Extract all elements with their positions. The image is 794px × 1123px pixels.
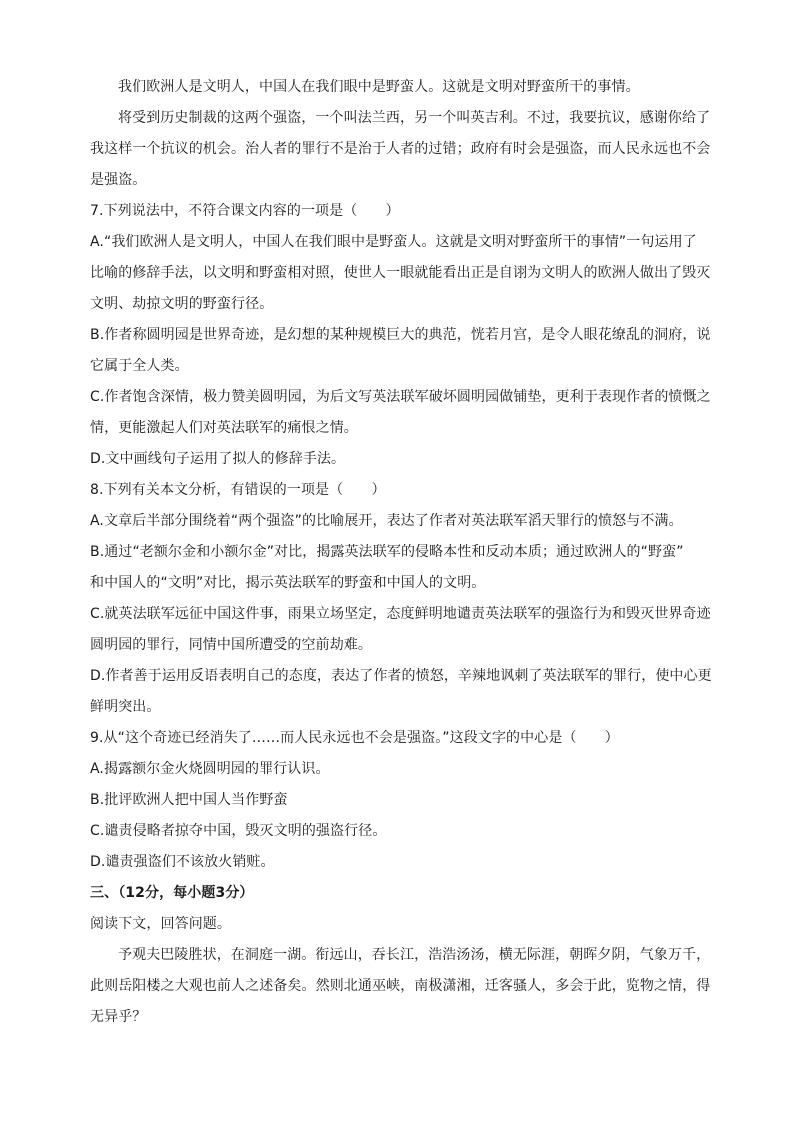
q7-option-d: D.文中画线句子运用了拟人的修辞手法。: [90, 451, 346, 467]
passage-line: 此则岳阳楼之大观也前人之述备矣。然则北通巫峡，南极潇湘，迁客骚人，多会于此，览物之情，得: [90, 978, 711, 994]
section-3-heading: 三、（12分，每小题3分）: [90, 885, 254, 901]
q9-option-a: A.揭露额尔金火烧圆明园的罪行认识。: [90, 761, 330, 777]
q8-option-b: 和中国人的“文明”对比，揭示英法联军的野蛮和中国人的文明。: [90, 575, 486, 591]
passage-line: 我们欧洲人是文明人，中国人在我们眼中是野蛮人。这就是文明对野蛮所干的事情。: [118, 79, 640, 95]
q7-option-b: B.作者称圆明园是世界奇迹，是幻想的某种规模巨大的典范，恍若月宫，是令人眼花缭乱的洞府，说: [90, 327, 711, 343]
q8-option-c: C.就英法联军远征中国这件事，雨果立场坚定，态度鲜明地谴责英法联军的强盗行为和毁灭世界奇迹: [90, 606, 711, 622]
q8-option-d: 鲜明突出。: [90, 699, 161, 715]
q7-option-c: 情，更能激起人们对英法联军的痛恨之情。: [90, 420, 358, 436]
q9-option-b: B.批评欧洲人把中国人当作野蛮: [90, 792, 288, 808]
section-3-instruction: 阅读下文，回答问题。: [90, 916, 231, 932]
question-8-stem: 8.下列有关本文分析，有错误的一项是（ ）: [90, 482, 386, 498]
q9-option-c: C.谴责侵略者掠夺中国，毁灭文明的强盗行径。: [90, 823, 387, 839]
q8-option-c: 圆明园的罪行，同情中国所遭受的空前劫难。: [90, 637, 372, 653]
passage-line: 是强盗。: [90, 172, 147, 188]
passage-line: 我这样一个抗议的机会。治人者的罪行不是治于人者的过错；政府有时会是强盗，而人民永远也不会: [90, 141, 711, 157]
document-page: [90, 72, 712, 1033]
passage-line: 予观夫巴陵胜状，在洞庭一湖。衔远山，吞长江，浩浩汤汤，横无际涯，朝晖夕阴，气象万千，: [118, 947, 711, 963]
q7-option-b: 它属于全人类。: [90, 358, 189, 374]
q7-option-a: A.“我们欧洲人是文明人，中国人在我们眼中是野蛮人。这就是文明对野蛮所干的事情”一句运用了: [90, 234, 697, 250]
q7-option-c: C.作者饱含深情，极力赞美圆明园，为后文写英法联军破坏圆明园做铺垫，更利于表现作者的愤慨之: [90, 389, 711, 405]
q8-option-b: B.通过“老额尔金和小额尔金”对比，揭露英法联军的侵略本性和反动本质；通过欧洲人的“野蛮”: [90, 544, 684, 560]
passage-line: 无异乎？: [90, 1009, 147, 1025]
q8-option-d: D.作者善于运用反语表明自己的态度，表达了作者的愤怒，辛辣地讽刺了英法联军的罪行，使中心更: [90, 668, 712, 684]
question-9-stem: 9.从“这个奇迹已经消失了……而人民永远也不会是强盗。”这段文字的中心是（ ）: [90, 730, 619, 746]
q7-option-a: 比喻的修辞手法，以文明和野蛮相对照，使世人一眼就能看出正是自诩为文明人的欧洲人做出了毁灭: [90, 265, 711, 281]
q9-option-d: D.谴责强盗们不该放火销赃。: [90, 854, 275, 870]
q7-option-a: 文明、劫掠文明的野蛮行径。: [90, 296, 274, 312]
passage-line: 将受到历史制裁的这两个强盗，一个叫法兰西，另一个叫英吉利。不过，我要抗议，感谢你给了: [118, 110, 711, 126]
q8-option-a: A.文章后半部分围绕着“两个强盗”的比喻展开，表达了作者对英法联军滔天罪行的愤怒与不满。: [90, 513, 683, 529]
question-7-stem: 7.下列说法中，不符合课文内容的一项是（ ）: [90, 203, 400, 219]
